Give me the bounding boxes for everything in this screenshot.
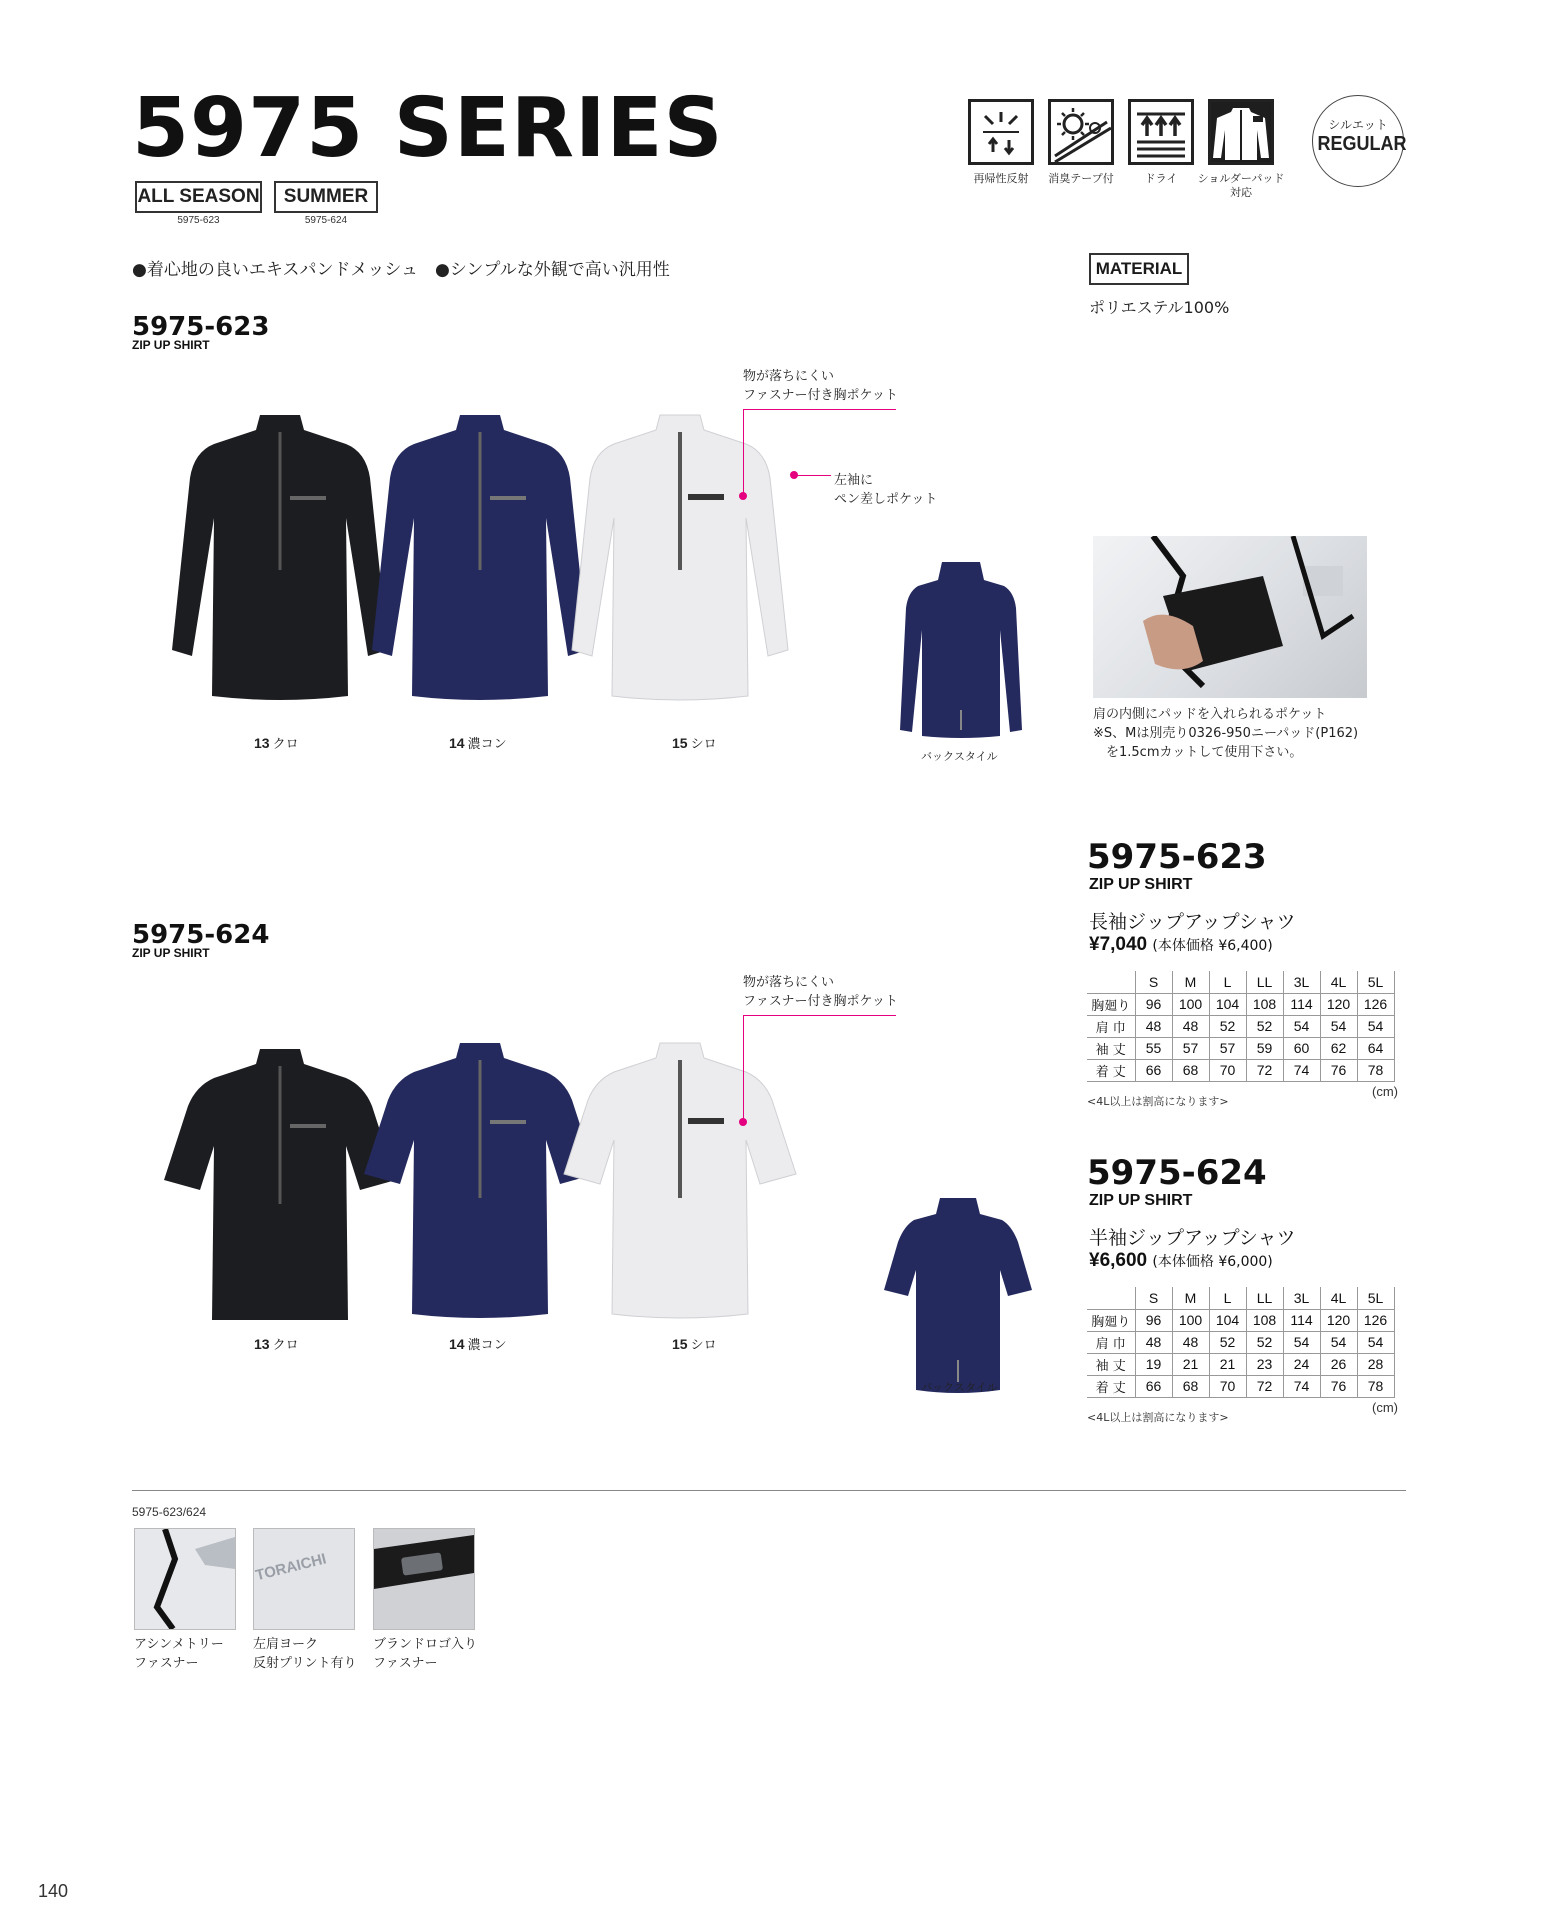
detail-caption: 左肩ヨーク 反射プリント有り [253, 1637, 357, 1671]
table-row: 胸廻り 96 100 104 108 114 120 126 [1087, 1309, 1394, 1331]
deodorant-tape-icon [1048, 99, 1114, 165]
spec-price: ¥6,600 (本体価格 ¥6,000) [1089, 1250, 1273, 1271]
color-label: 13 クロ [254, 1336, 299, 1353]
back-style-photo [884, 1196, 1034, 1396]
feature-bullets: ●着心地の良いエキスパンドメッシュ ●シンプルな外観で高い汎用性 [132, 260, 670, 280]
detail-thumb-asymmetric-zipper [134, 1528, 236, 1630]
callout-dot [790, 471, 798, 479]
product-type: ZIP UP SHIRT [132, 946, 210, 960]
feature-label: 消臭テープ付 [1048, 172, 1114, 185]
dry-icon [1128, 99, 1194, 165]
callout-line [743, 409, 896, 410]
shirt-navy [372, 415, 588, 700]
shoulder-pad-icon [1208, 99, 1274, 165]
shirt-navy [364, 1043, 596, 1318]
callout-pen-pocket: 左袖に ペン差しポケット [834, 473, 938, 507]
shirt-black [164, 1049, 396, 1320]
silhouette-badge [1312, 95, 1407, 187]
back-style-label: バックスタイル [921, 750, 998, 763]
size-unit: (cm) [1372, 1084, 1398, 1099]
silhouette-value: REGULAR [1317, 133, 1407, 155]
feature-label: ショルダーパッド 対応 [1197, 172, 1285, 200]
table-row: 胸廻り 96 100 104 108 114 120 126 [1087, 993, 1394, 1015]
silhouette-label: シルエット [1328, 118, 1388, 132]
table-row: 肩 巾 48 48 52 52 54 54 54 [1087, 1015, 1394, 1037]
long-sleeve-shirts-photo [160, 400, 820, 710]
details-code: 5975-623/624 [132, 1505, 207, 1519]
color-label: 15 シロ [672, 735, 717, 752]
season-badge-summer: SUMMER [274, 181, 378, 213]
season-code: 5975-624 [304, 215, 348, 226]
detail-thumb-logo-zipper [373, 1528, 475, 1630]
reflective-icon [968, 99, 1034, 165]
spec-product-name: 長袖ジップアップシャツ [1089, 911, 1296, 933]
product-code: 5975-623 [132, 312, 270, 342]
material-value: ポリエステル100% [1089, 298, 1230, 317]
callout-chest-pocket: 物が落ちにくい ファスナー付き胸ポケット [743, 369, 898, 403]
spec-product-name: 半袖ジップアップシャツ [1089, 1227, 1296, 1249]
series-title: 5975 SERIES [132, 81, 724, 176]
feature-label: 再帰性反射 [973, 172, 1029, 185]
detail-caption: ブランドロゴ入り ファスナー [373, 1637, 478, 1671]
back-style-photo [896, 560, 1026, 740]
short-sleeve-shirts-photo [160, 1020, 820, 1320]
detail-thumb-reflective-print [253, 1528, 355, 1630]
page-number: 140 [38, 1881, 69, 1901]
feature-label: ドライ [1144, 172, 1178, 185]
size-note: <4L以上は割高になります> [1087, 1411, 1229, 1424]
spec-product-type: ZIP UP SHIRT [1089, 876, 1193, 893]
material-label: MATERIAL [1089, 253, 1189, 285]
table-row: 袖 丈 55 57 57 59 60 62 64 [1087, 1037, 1394, 1059]
color-label: 15 シロ [672, 1336, 717, 1353]
shirt-white [564, 1043, 796, 1318]
divider [132, 1490, 1406, 1491]
back-style-label: バックスタイル [921, 1381, 998, 1394]
season-code: 5975-623 [177, 215, 220, 226]
table-row: 肩 巾 48 48 52 52 54 54 54 [1087, 1331, 1394, 1353]
table-row: 着 丈 66 68 70 72 74 76 78 [1087, 1059, 1394, 1081]
callout-dot [739, 492, 747, 500]
color-label: 14 濃コン [449, 735, 507, 752]
spec-product-code: 5975-623 [1087, 837, 1267, 877]
callout-line [743, 1015, 744, 1121]
product-type: ZIP UP SHIRT [132, 338, 210, 352]
svg-text:TORAICHI: TORAICHI [254, 1550, 329, 1585]
pad-pocket-caption: 肩の内側にパッドを入れられるポケット ※S、Mは別売り0326-950ニーパッド(P162) を1.5cmカットして使用下さい。 [1093, 707, 1359, 760]
color-label: 13 クロ [254, 735, 299, 752]
size-note: <4L以上は割高になります> [1087, 1095, 1229, 1108]
table-row: 袖 丈 19 21 21 23 24 26 28 [1087, 1353, 1394, 1375]
detail-caption: アシンメトリー ファスナー [134, 1637, 224, 1671]
callout-line [795, 475, 831, 476]
size-table: S M L LL 3L 4L 5L 胸廻り 96 100 104 108 114 120 126 肩 巾 48 48 52 52 54 54 54 袖 丈 19 21 21 23 24 26 28 着 丈 66 68 70 72 74 76 78 [1087, 1287, 1395, 1398]
spec-price: ¥7,040 (本体価格 ¥6,400) [1089, 934, 1273, 955]
callout-line [743, 1015, 896, 1016]
table-row: 着 丈 66 68 70 72 74 76 78 [1087, 1375, 1394, 1397]
spec-product-type: ZIP UP SHIRT [1089, 1192, 1193, 1209]
callout-chest-pocket: 物が落ちにくい ファスナー付き胸ポケット [743, 975, 898, 1009]
size-unit: (cm) [1372, 1400, 1398, 1415]
season-badge-all-season: ALL SEASON [135, 181, 262, 213]
shoulder-pad-pocket-photo [1093, 536, 1367, 698]
size-table: S M L LL 3L 4L 5L 胸廻り 96 100 104 108 114 120 126 肩 巾 48 48 52 52 54 54 54 袖 丈 55 57 57 59 60 62 64 着 丈 66 68 70 72 74 76 78 [1087, 971, 1395, 1082]
callout-dot [739, 1118, 747, 1126]
spec-product-code: 5975-624 [1087, 1153, 1267, 1193]
shirt-black [172, 415, 388, 700]
callout-line [743, 409, 744, 495]
product-code: 5975-624 [132, 920, 270, 950]
shirt-white [572, 415, 788, 700]
color-label: 14 濃コン [449, 1336, 507, 1353]
